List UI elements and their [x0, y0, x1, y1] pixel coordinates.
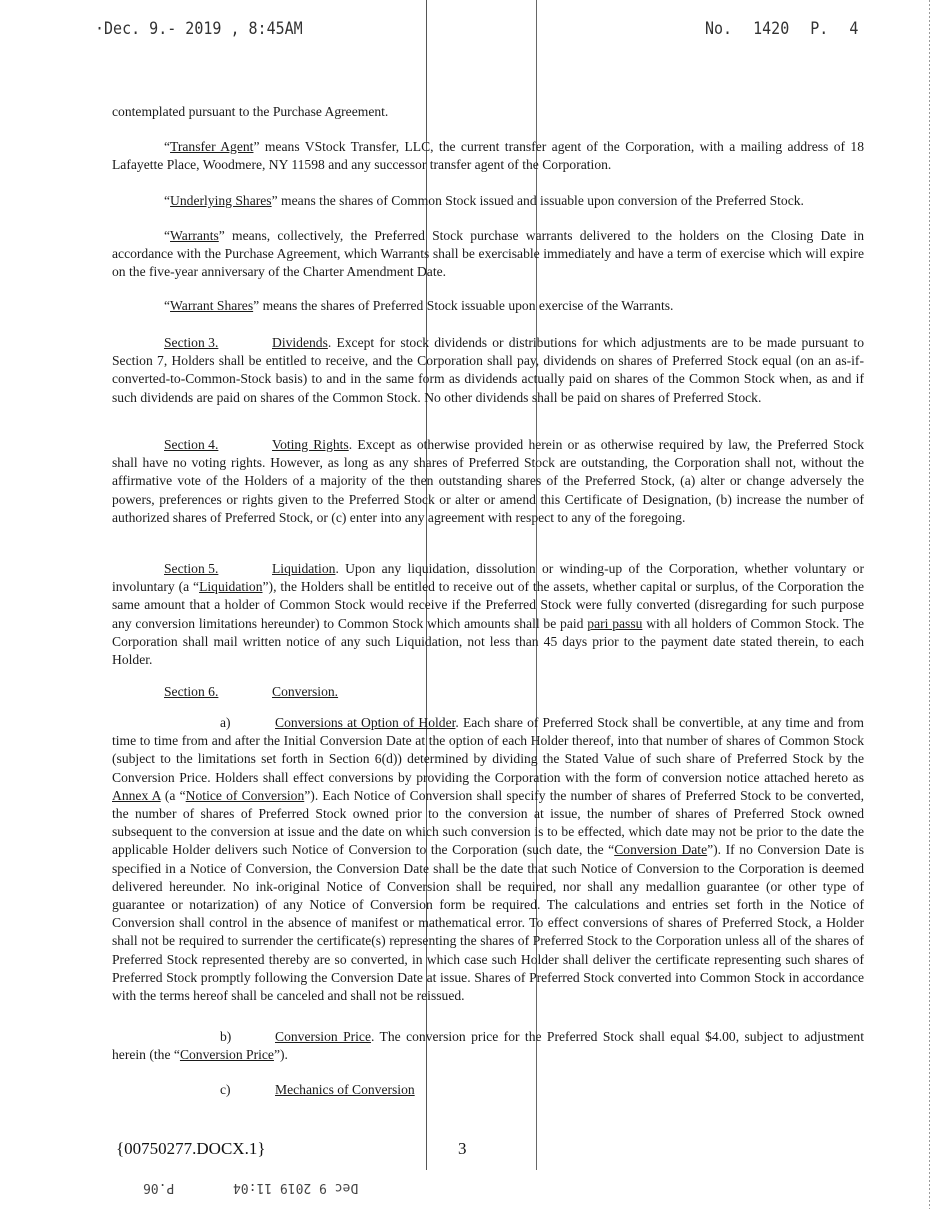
section-6-conversion	[112, 683, 864, 701]
subsection-label: c)	[220, 1082, 231, 1097]
subsection-a-conversions-at-option	[112, 714, 864, 1005]
fax-header-left: ·Dec. 9.- 2019 , 8:45AM	[95, 18, 303, 39]
subsection-text: ”). Each Notice of Conversion shall specify the number of shares of Preferred Stock to be converted, the number of shares of Preferred Stock owned prior to the conversion at issue, the number of shares of Preferred Stock owned subsequent to the conversion at issue and the date on which such conversion is to be effected, which date may not be prior to the date the applicable Holder delivers such Notice of Conversion to the Corporation (such date, the “	[112, 787, 864, 858]
definition-warrant-shares	[112, 297, 864, 315]
section-4-voting-rights	[112, 436, 864, 527]
section-text: . Upon any liquidation, dissolution or winding-up of the Corporation, whether voluntary or involuntary (a “	[112, 561, 864, 595]
subsection-title: Conversions at Option of Holder	[275, 715, 456, 730]
section-title: Voting Rights	[272, 437, 349, 452]
defined-term: Liquidation	[199, 579, 263, 595]
bottom-fax-date-inverted: Dec 9 2019 11:04	[233, 1180, 359, 1195]
definition-text: means, collectively, the Preferred Stock purchase warrants delivered to the holders on the Closing Date in accordance with the Purchase Agreement, which Warrants shall be exercisable immediately and have a term of exercise which will expire on the five-year anniversary of the Charter Amendment Date.	[112, 228, 864, 280]
definition-underlying-shares	[112, 192, 864, 210]
quote-close: ”	[253, 298, 260, 313]
subsection-text: . Each share of Preferred Stock shall be convertible, at any time and from time to time from and after the Initial Conversion Date at the option of each Holder thereof, into that number of shares of Common Stock (subject to the limitations set forth in Section 6(d)) determined by dividing the Stated Value of such share of Preferred Stock by the Conversion Price. Holders shall effect conversions by providing the Corporation with the form of conversion notice attached hereto as	[112, 715, 864, 785]
page-edge-line	[929, 0, 930, 1209]
section-text: with all holders of Common Stock. The Corporation shall mail written notice of any such Liquidation, not less than 45 days prior to the payment date stated therein, to each Holder.	[112, 615, 864, 668]
quote-open: “	[164, 139, 171, 154]
section-text: . Except for stock dividends or distributions for which adjustments are to be made pursuant to Section 7, Holders shall be entitled to receive, and the Corporation shall pay, dividends on shares of Preferred Stock equal (on an as-if-converted-to-Common-Stock basis) to and in the same form as dividends actually paid on shares of the Common Stock when, as and if such dividends are paid on shares of the Common Stock. No other dividends shall be paid on shares of Preferred Stock.	[112, 335, 864, 405]
subsection-text: (a “	[160, 787, 186, 803]
subsection-b-conversion-price	[112, 1028, 864, 1064]
section-5-liquidation	[112, 560, 864, 669]
definition-warrants	[112, 227, 864, 282]
section-3-dividends	[112, 334, 864, 407]
subsection-text: . The conversion price for the Preferred Stock shall equal $4.00, subject to adjustment herein (the “	[112, 1029, 865, 1063]
defined-term: Transfer Agent	[170, 139, 254, 154]
section-text: . Except as otherwise provided herein or as otherwise required by law, the Preferred Stock shall have no voting rights. However, as long as any shares of Preferred Stock are outstanding, the Corporation shall not, without the affirmative vote of the Holders of a majority of the then outstanding shares of the Preferred Stock, (a) alter or change adversely the powers, preferences or rights given to the Preferred Stock or alter or amend this Certificate of Designation, (b) increase the number of authorized shares of Preferred Stock, or (c) enter into any agreement with respect to any of the foregoing.	[112, 437, 864, 525]
quote-open: “	[164, 298, 171, 313]
subsection-text: ”).	[273, 1047, 288, 1063]
document-id: {00750277.DOCX.1}	[116, 1139, 266, 1158]
subsection-label: b)	[220, 1029, 232, 1044]
fax-header-right: No. 1420 P. 4	[705, 18, 859, 39]
continuation-line: contemplated pursuant to the Purchase Agreement.	[112, 104, 389, 119]
quote-open: “	[164, 193, 171, 208]
section-label: Section 4.	[164, 437, 219, 452]
subsection-text: ”). If no Conversion Date is specified in a Notice of Conversion, the Conversion Date shall be the date that such Notice of Conversion to the Corporation is deemed delivered hereunder. No ink-original Notice of Conversion shall be required, nor shall any medallion guarantee (or other type of guarantee or notarization) of any Notice of Conversion form be required. The calculations and entries set forth in the Notice of Conversion shall control in the absence of manifest or mathematical error. To effect conversions of shares of Preferred Stock, a Holder shall not be required to surrender the certificate(s) representing the shares of Preferred Stock to the Corporation unless all of the shares of Preferred Stock represented thereby are so converted, in which case such Holder shall deliver the certificate representing such shares of Preferred Stock promptly following the Conversion Date at issue. Shares of Preferred Stock converted into Common Stock in accordance with the terms hereof shall be canceled and shall not be reissued.	[112, 842, 864, 1004]
defined-term: Conversion Price	[179, 1047, 274, 1063]
section-title: Dividends	[272, 335, 328, 350]
section-label: Section 3.	[164, 335, 219, 350]
defined-term: Conversion Date	[614, 842, 708, 858]
quote-close: ”	[218, 228, 225, 243]
definition-transfer-agent	[112, 138, 864, 174]
section-label: Section 5.	[164, 561, 219, 576]
defined-term: pari passu	[587, 615, 643, 631]
defined-term: Warrant Shares	[170, 298, 254, 313]
section-title: Conversion.	[272, 684, 339, 699]
subsection-label: a)	[220, 715, 231, 730]
bottom-fax-page-inverted: P.06	[143, 1180, 175, 1195]
quote-close: ”	[253, 139, 260, 154]
subsection-title: Mechanics of Conversion	[275, 1082, 415, 1097]
definition-text: means VStock Transfer, LLC, the current transfer agent of the Corporation, with a mailing address of 18 Lafayette Place, Woodmere, NY 11598 and any successor transfer agent of the Corporation.	[112, 139, 864, 173]
section-label: Section 6.	[164, 684, 219, 699]
defined-term: Warrants	[170, 228, 219, 243]
page-number: 3	[458, 1139, 467, 1158]
quote-open: “	[164, 228, 171, 243]
section-text: ”), the Holders shall be entitled to receive out of the assets, whether capital or surplus, of the Corporation the same amount that a holder of Common Stock would receive if the Preferred Stock were fully converted (disregarding for such purpose any conversion limitations hereunder) to Common Stock which amounts shall be paid	[112, 579, 864, 631]
defined-term: Notice of Conversion	[185, 787, 305, 803]
defined-term: Underlying Shares	[170, 193, 272, 208]
definition-text: means the shares of Preferred Stock issuable upon exercise of the Warrants.	[259, 298, 674, 313]
definition-text: means the shares of Common Stock issued and issuable upon conversion of the Preferred Stock.	[277, 193, 804, 208]
subsection-c-mechanics	[112, 1081, 864, 1099]
annex-reference: Annex A	[112, 787, 161, 803]
subsection-title: Conversion Price	[275, 1029, 372, 1044]
quote-close: ”	[271, 193, 278, 208]
continuation-text	[112, 103, 864, 121]
section-title: Liquidation	[272, 561, 336, 576]
